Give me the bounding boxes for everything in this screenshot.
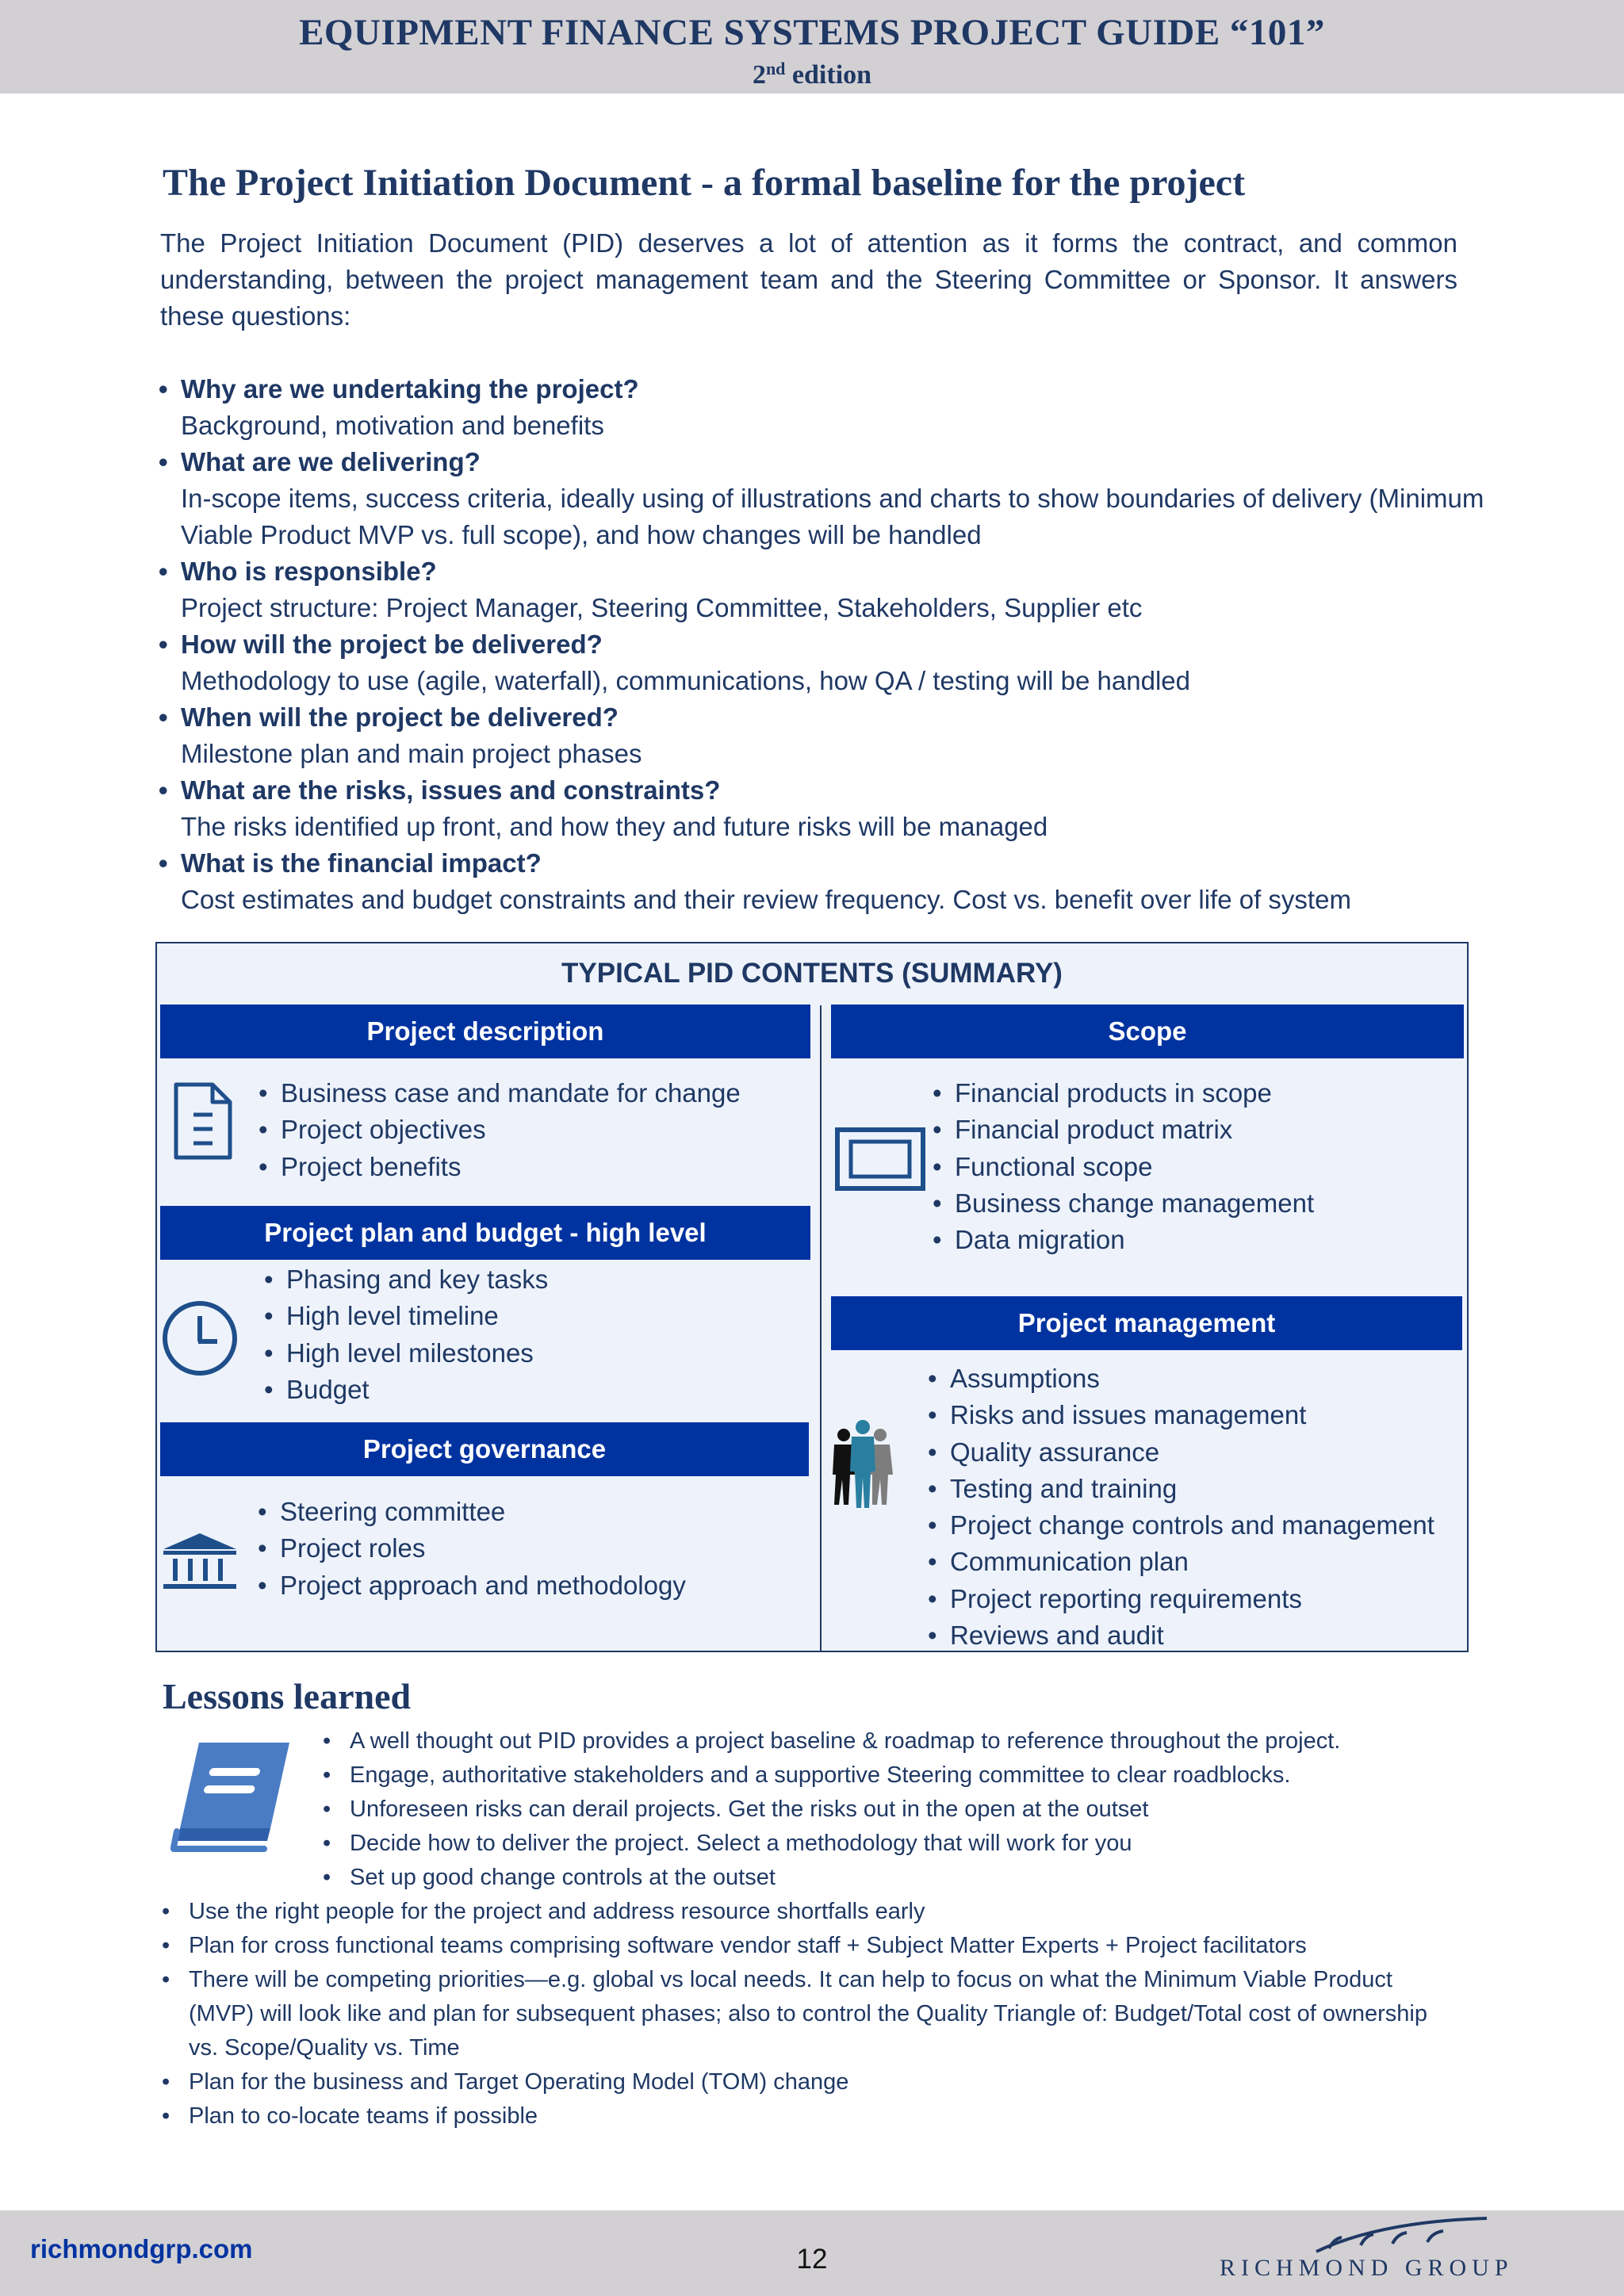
answer-text: Background, motivation and benefits — [181, 411, 604, 440]
question-text: When will the project be delivered? — [181, 702, 619, 732]
lessons-list — [159, 1895, 1459, 2133]
edition-word: edition — [791, 60, 872, 90]
frame-icon — [835, 1127, 925, 1191]
question-text: Who is responsible? — [181, 557, 437, 586]
list-item: • Set up good change controls at the outset — [320, 1861, 1340, 1895]
list-item: • Steering committee — [256, 1494, 686, 1530]
list-item: • Plan for cross functional teams comprising software vendor staff + Subject Matter Experts + Project facilitators — [159, 1929, 1459, 1963]
team-icon — [829, 1418, 896, 1510]
pid-section-title: The Project Initiation Document - a formal baseline for the project — [163, 162, 1246, 204]
question-item — [160, 845, 1508, 918]
question-item — [160, 371, 1508, 444]
list-item: • High level milestones — [262, 1335, 548, 1372]
question-text: What are the risks, issues and constraints? — [181, 775, 721, 805]
list-item: • Engage, authoritative stakeholders and a supportive Steering committee to clear roadblocks. — [320, 1758, 1340, 1793]
scope-list — [931, 1075, 1314, 1258]
question-text: How will the project be delivered? — [181, 629, 603, 659]
plan-budget-heading: Project plan and budget - high level — [160, 1206, 810, 1260]
document-title: EQUIPMENT FINANCE SYSTEMS PROJECT GUIDE “101” — [299, 12, 1325, 53]
lessons-title: Lessons learned — [163, 1676, 412, 1716]
list-item: • Use the right people for the project and address resource shortfalls early — [159, 1895, 1459, 1929]
list-item: • Project benefits — [257, 1149, 741, 1185]
list-item: • Plan to co-locate teams if possible — [159, 2099, 1459, 2133]
pid-intro-paragraph: The Project Initiation Document (PID) deserves a lot of attention as it forms the contract, and common understanding, between the project management team and the Steering Committee or Sponsor. It answers these questions: — [160, 228, 1457, 331]
list-item: • Communication plan — [926, 1544, 1434, 1580]
question-item — [160, 444, 1508, 553]
edition-label — [0, 60, 1624, 90]
answer-text: The risks identified up front, and how they and future risks will be managed — [181, 812, 1048, 841]
answer-text: In-scope items, success criteria, ideally using of illustrations and charts to show boundaries of delivery (Minimum Viable Product MVP vs. full scope), and how changes will be handled — [181, 484, 1484, 549]
list-item: • Decide how to deliver the project. Select a methodology that will work for you — [320, 1827, 1340, 1861]
page-header — [0, 0, 1624, 94]
question-item — [160, 553, 1508, 626]
project-description-heading: Project description — [160, 1004, 810, 1058]
scope-heading: Scope — [831, 1004, 1464, 1058]
list-item: • Risks and issues management — [926, 1397, 1434, 1433]
pid-questions-list — [160, 371, 1508, 918]
column-divider — [820, 1005, 822, 1652]
list-item: • Project objectives — [257, 1112, 741, 1148]
list-item: • Project reporting requirements — [926, 1581, 1434, 1617]
brand-logo-text: RICHMOND GROUP — [1220, 2255, 1514, 2281]
list-item: • Financial products in scope — [931, 1075, 1314, 1112]
list-item: • Functional scope — [931, 1149, 1314, 1185]
project-description-list — [257, 1075, 741, 1185]
logo-swoosh-icon — [1308, 2217, 1491, 2256]
answer-text: Milestone plan and main project phases — [181, 739, 642, 768]
institution-icon — [160, 1532, 239, 1590]
question-item — [160, 772, 1508, 845]
management-heading: Project management — [831, 1296, 1462, 1350]
list-item: • Budget — [262, 1372, 548, 1408]
list-item: • Financial product matrix — [931, 1112, 1314, 1148]
list-item: • Testing and training — [926, 1471, 1434, 1507]
list-item: • Project approach and methodology — [256, 1567, 686, 1604]
governance-list — [256, 1494, 686, 1604]
document-icon — [171, 1081, 235, 1161]
list-item: • Data migration — [931, 1222, 1314, 1258]
list-item: • Project roles — [256, 1530, 686, 1567]
list-item: • Business change management — [931, 1185, 1314, 1222]
pid-summary-box — [155, 942, 1469, 1652]
question-text: What is the financial impact? — [181, 848, 542, 878]
page-number: 12 — [796, 2244, 828, 2275]
list-item: • Reviews and audit — [926, 1617, 1434, 1654]
management-list — [926, 1360, 1434, 1654]
question-text: What are we delivering? — [181, 447, 481, 476]
question-text: Why are we undertaking the project? — [181, 374, 639, 404]
page-footer — [0, 2210, 1624, 2296]
book-icon — [170, 1738, 297, 1855]
list-item: • High level timeline — [262, 1298, 548, 1334]
answer-text: Cost estimates and budget constraints and their review frequency. Cost vs. benefit over life of system — [181, 885, 1351, 914]
list-item: • Unforeseen risks can derail projects. Get the risks out in the open at the outset — [320, 1793, 1340, 1827]
list-item: • There will be competing priorities—e.g. global vs local needs. It can help to focus on what the Minimum Viable Product (MVP) will look like and plan for subsequent phases; also to control the Quality Triangle of: Budget/Total cost of ownership vs. Scope/Quality vs. Time — [159, 1963, 1459, 2065]
list-item: • Business case and mandate for change — [257, 1075, 741, 1112]
pid-summary-title: TYPICAL PID CONTENTS (SUMMARY) — [561, 958, 1063, 989]
plan-budget-list — [262, 1261, 548, 1408]
list-item: • Plan for the business and Target Operating Model (TOM) change — [159, 2065, 1459, 2099]
question-item — [160, 699, 1508, 772]
question-item — [160, 626, 1508, 699]
governance-heading: Project governance — [160, 1422, 809, 1476]
answer-text: Methodology to use (agile, waterfall), communications, how QA / testing will be handled — [181, 666, 1190, 695]
clock-icon — [160, 1299, 239, 1378]
list-item: • Assumptions — [926, 1360, 1434, 1397]
list-item: • Quality assurance — [926, 1434, 1434, 1471]
edition-suffix: nd — [765, 59, 786, 78]
answer-text: Project structure: Project Manager, Steering Committee, Stakeholders, Supplier etc — [181, 593, 1143, 622]
lessons-indented-list — [320, 1724, 1340, 1895]
list-item: • Project change controls and management — [926, 1507, 1434, 1544]
edition-number: 2 — [752, 60, 766, 90]
website-link[interactable]: richmondgrp.com — [30, 2234, 253, 2263]
list-item: • A well thought out PID provides a project baseline & roadmap to reference throughout the project. — [320, 1724, 1340, 1758]
list-item: • Phasing and key tasks — [262, 1261, 548, 1298]
